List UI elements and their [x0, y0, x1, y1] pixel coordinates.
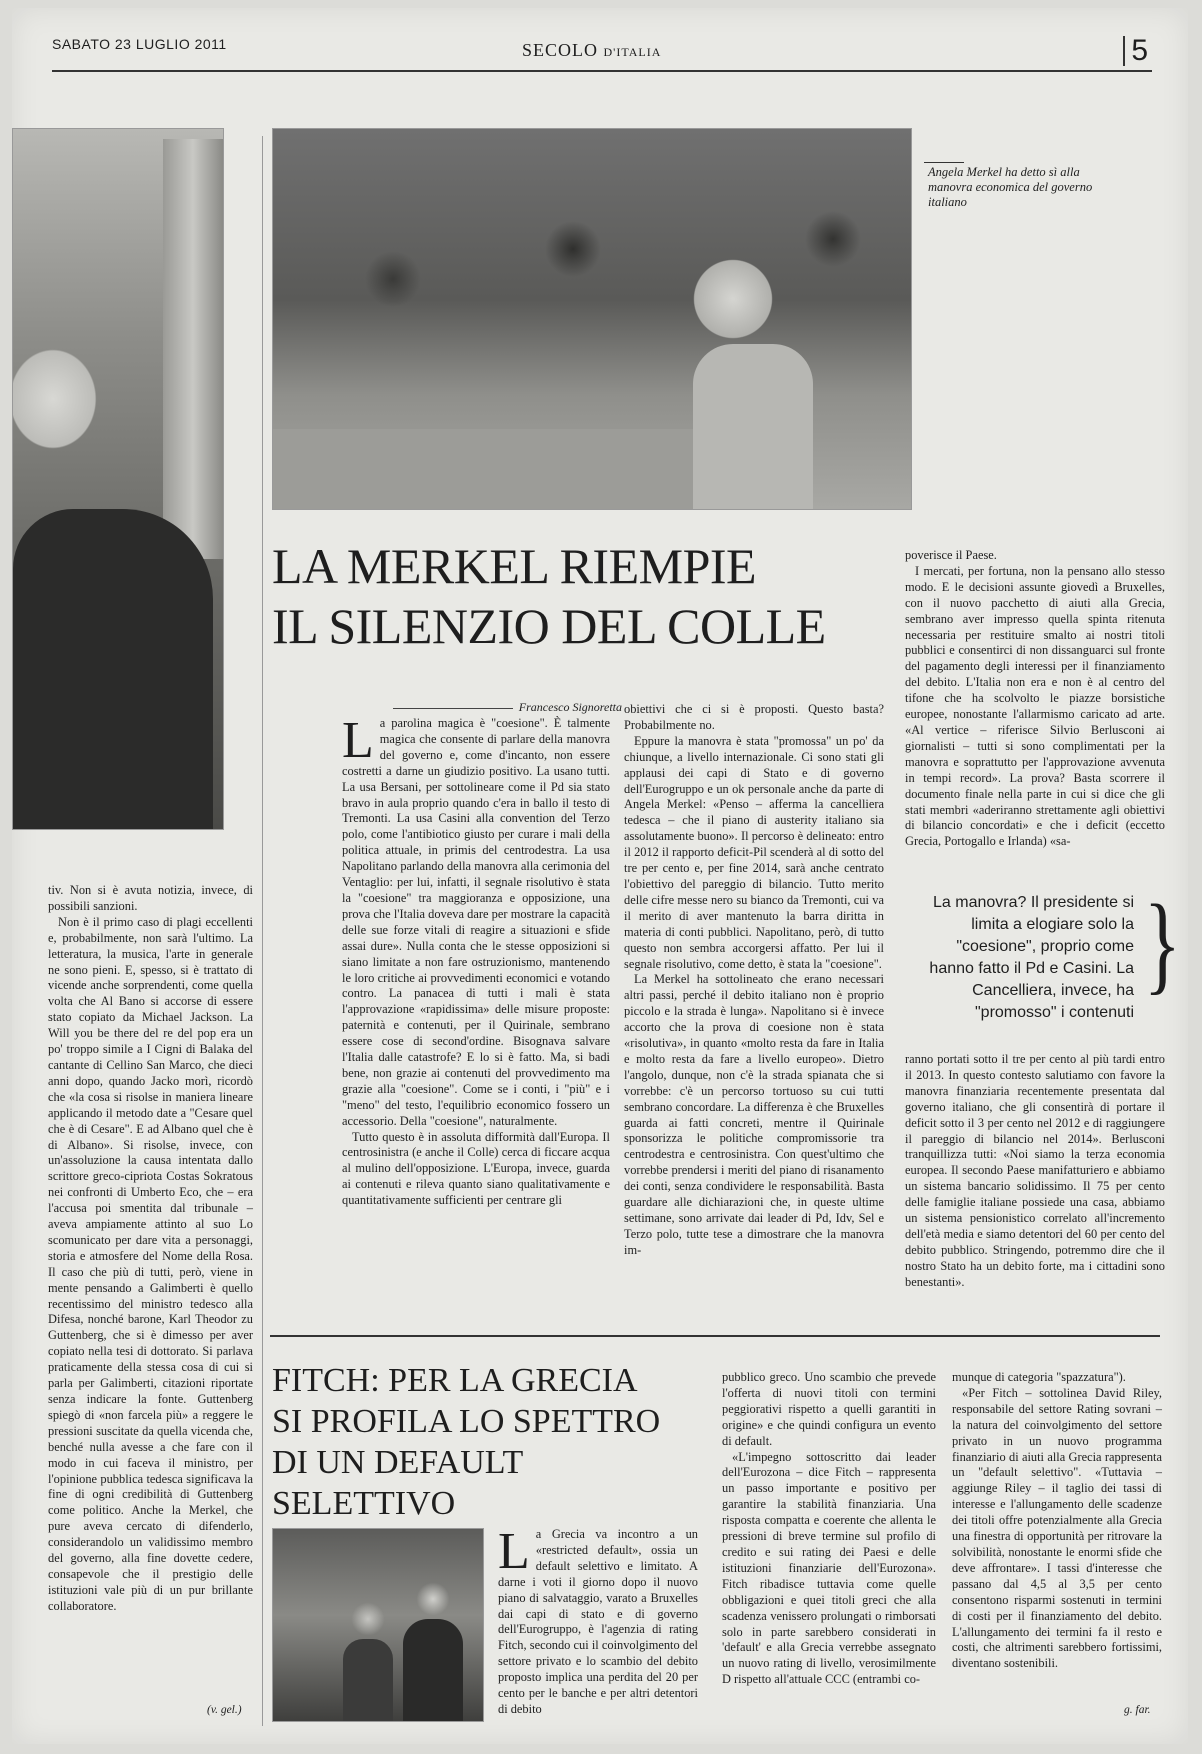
article1-column-3-continued: [905, 1052, 1165, 1291]
headline-line2: IL SILENZIO DEL COLLE: [272, 598, 826, 654]
newspaper-page: [12, 8, 1188, 1744]
article1-column-3: [905, 548, 1165, 850]
paragraph: munque di categoria "spazzatura").: [952, 1370, 1126, 1384]
article2-column-2: [722, 1370, 936, 1688]
paragraph: pubblico greco. Uno scambio che prevede l'offerta di nuovi titoli con termini peggiorativi rispetto a quelli garantiti in origine» e che quindi configura un evento di default.: [722, 1370, 936, 1448]
main-photo-barrier: [273, 429, 693, 509]
sidebar-signoff: (v. gel.): [207, 1704, 242, 1716]
article2-column-3: [952, 1370, 1162, 1672]
photo-caption: Angela Merkel ha detto sì alla manovra economica del governo italiano: [928, 178, 1103, 210]
headline-line1: FITCH: PER LA GRECIA: [272, 1362, 638, 1399]
main-photo-figure: [693, 344, 813, 509]
column-divider: [262, 136, 263, 1726]
article2-column-1: [498, 1523, 698, 1718]
paragraph: tiv. Non si è avuta notizia, invece, di possibili sanzioni.: [48, 883, 253, 913]
dropcap: L: [498, 1523, 530, 1580]
article2-photo: [272, 1528, 484, 1722]
paragraph: «L'impegno sottoscritto dai leader dell'Eurozona – dice Fitch – rappresenta un passo importante e positivo per garantire la stabilità finanziaria. Una risposta compatta e coerente che allenta le pressioni di breve termine sul profilo di credito e sui rating dei Paesi e delle istituzioni finanziarie dell'Eurozona». Fitch ribadisce tuttavia come quelle obbligazioni e quei titoli greci che alla scadenza venissero prolungati o rimborsati solo in parte sarebbero considerati in 'default' e alla Grecia verrebbe assegnato un nuovo rating di livello, verosimilmente D rispetto all'attuale CCC (entrambi co-: [722, 1449, 936, 1687]
byline: [342, 700, 622, 715]
article2-headline: [272, 1360, 712, 1524]
paragraph-text: a parolina magica è "coesione". È talmente magica che consente di parlare della manovra del governo e, come d'incanto, non essere costretti a darne un giudizio positivo. La usano tutti. La usa Bersani, per sottolineare come il Pd sia stato bravo in aula proprio quando c'era in ballo il testo di Tremonti. La usa Casini alla convention del Terzo polo, come l'antibiotico giusto per curare i mali della politica attuale, in primis del centrodestra. La usa Napolitano parlando della manovra alla cerimonia del Ventaglio: per lui, infatti, il segnale risolutivo è stata la "coesione" tra maggioranza e opposizione, una prova che l'Italia doveva dare per mostrare la capacità delle sue forze vitali di reagire a situazioni e sfide assai dure». Nulla conta che le stesse opposizioni si siano limitate a non fare ostruzionismo, mantenendo le loro critiche ai provvedimenti economici e votando contro. La panacea di tutti i mali è stata l'approvazione «rapidissima» delle misure proposte: paternità e contenuti, per il Quirinale, sembrano essere cose di second'ordine. Bisognava salvare l'Italia dalle catastrofe? E lo si è fatto. Ma, si badi bene, non grazie ai contenuti del provvedimento ma grazie alla "coesione". Come se i conti, i "più" e i "meno" del testo, l'equilibrio economico fossero un accessorio. Della "coesione", naturalmente.: [342, 716, 610, 1128]
paragraph: Eppure la manovra è stata "promossa" un po' da chiunque, a livello internazionale. Ci sono stati gli applausi dei capi di Stato e di governo dell'Eurogruppo e un ok personale anche da parte di Angela Merkel: «Penso – afferma la cancelliera tedesca – che il piano di austerity italiano sia assolutamente buono». Il percorso è delineato: entro il 2012 il rapporto deficit-Pil scenderà al di sotto del tre per cento e, per fine 2014, sarà anche centrato l'obiettivo del pareggio di bilancio. Tutto merito delle cifre messe nero su bianco da Tremonti, cui va il merito di aver mantenuto la barra diritta in materia di conti pubblici. Napolitano, però, di tutto questo non sembra accorgersi affatto. Per lui il segnale risolutivo, come detto, è stata la "coesione".: [624, 733, 884, 971]
left-photo: [12, 128, 224, 830]
left-photo-flag: [163, 139, 223, 559]
headline-line3: DI UN DEFAULT SELETTIVO: [272, 1444, 523, 1522]
issue-date: SABATO 23 LUGLIO 2011: [52, 36, 227, 52]
newspaper-name: [522, 40, 661, 61]
main-photo: [272, 128, 912, 510]
headline-line2: SI PROFILA LO SPETTRO: [272, 1403, 661, 1440]
headline-line1: LA MERKEL RIEMPIE: [272, 538, 757, 594]
paragraph: ranno portati sotto il tre per cento al più tardi entro il 2013. In questo contesto salutiamo con favore la manovra finanziaria recentemente presentata dal governo italiano, che gli consentirà di portare il deficit sotto il 3 per cento nel 2012 e di raggiungere il pareggio di bilancio nel 2014». Berlusconi tranquillizza tutti: «Noi siamo la terza economia europea. Il secondo Paese manifatturiero e abbiamo un sistema bancario solidissimo. Il 75 per cento delle famiglie italiane possiede una casa, abbiamo un sistema pensionistico correlato all'incremento dell'età media e siamo detentori del 60 per cento del debito pubblico. Stringendo, potremmo dire che il nostro Stato ha un debito forte, ma i cittadini sono benestanti».: [905, 1052, 1165, 1289]
paragraph: I mercati, per fortuna, non la pensano allo stesso modo. E le decisioni assunte giovedì a Bruxelles, con il nuovo pacchetto di aiuti alla Grecia, sembrano aver impresso quella spinta ritenuta necessaria per restituire smalto ai nostri titoli pubblici e consentirci di non dissanguarci sul fronte del pagamento degli interessi per il finanziamento del debito. L'Italia non era e non è al centro del tifone che ha scolvolto le piazze borsistiche europee, nonostante l'allarmismo caricato ad arte. «Al vertice – riferisce Silvio Berlusconi ai giornalisti – tutti si sono complimentati per la manovra e soprattutto per l'approvazione avvenuta in tempi record». La prova? Basta scorrere il documento finale nella parte in cui si dice che gli stati membri «aderiranno strettamente agli obiettivi di bilancio concordati» e che i deficit (eccetto Grecia, Portogallo e Irlanda) «sa-: [905, 563, 1165, 849]
brace-icon: }: [1143, 882, 1181, 1004]
sidebar-column: [48, 883, 253, 1615]
paragraph: [342, 712, 610, 1130]
dropcap: L: [342, 712, 374, 769]
paragraph: [498, 1523, 698, 1718]
section-divider: [270, 1335, 1160, 1337]
paragraph: «Per Fitch – sottolinea David Riley, responsabile del settore Rating sovrani – la natura del coinvolgimento del settore privato in un nuovo programma finanziario di aiuti alla Grecia rappresenta un "default selettivo". «Tuttavia – aggiunge Riley – il taglio dei tassi di interesse e l'allungamento delle scadenze dei titoli offre potenzialmente alla Grecia una finestra di opportunità per ritrovare la solvibilità, nonostante le enormi sfide che deve affrontare». I tassi d'interesse che passano dal 4,5 al 3,5 per cento consentono risparmi sostenuti in termini di costi per il finanziamento del debito. L'allungamento dei termini fa il resto e costi, che altrimenti sarebbero fortissimi, diventano sostenibili.: [952, 1385, 1162, 1671]
article1-headline: [272, 536, 892, 656]
article1-column-2: [624, 702, 884, 1259]
page-number: 5: [1123, 36, 1148, 66]
article2-photo-figure: [403, 1619, 463, 1721]
newspaper-name-main: SECOLO: [522, 40, 599, 60]
paragraph: La Merkel ha sottolineato che erano necessari altri passi, perché il debito italiano non è proprio piccolo e la strada è lunga». Napolitano si è invece accorto che la prova di coesione non è stata «risolutiva», in quanto «molto resta da fare in Italia e molto resta da fare a livello europeo». Dietro l'angolo, dunque, non c'è la strada spianata che si vorrebbe: c'è un percorso tortuoso su cui tutti sembrano concordare. La differenza è che Bruxelles guarda ai fatti concreti, mentre il Quirinale sponsorizza le politiche compromissorie tra centrodestra e centrosinistra. Con quest'ultimo che vorrebbe prendersi i meriti del piano di risanamento dei conti, senza condividere le responsabilità. Basta guardare alle dichiarazioni che, in queste ultime settimane, sono arrivate dai leader di Pd, Idv, Sel e Terzo polo, tutte tese a dimostrare che la manovra im-: [624, 972, 884, 1257]
byline-author: Francesco Signoretta: [518, 700, 622, 714]
paragraph: obiettivi che ci si è proposti. Questo basta? Probabilmente no.: [624, 702, 884, 732]
paragraph: poverisce il Paese.: [905, 548, 997, 562]
left-photo-figure: [13, 509, 213, 829]
article1-column-1: [342, 712, 610, 1209]
paragraph-text: a Grecia va incontro a un «restricted default», ossia un default selettivo e limitato. A darne i voti il giorno dopo il nuovo piano di salvataggio, varato a Bruxelles dai capi di stato e di governo dell'Eurogruppo, è l'agenzia di rating Fitch, secondo cui il coinvolgimento del settore privato e lo scambio del debito proposto implica una perdita del 20 per cento per le banche e per altri detentori di debito: [498, 1527, 698, 1716]
paragraph: Tutto questo è in assoluta difformità dall'Europa. Il centrosinistra (e anche il Colle) cerca di ficcare acqua al mulino dell'opposizione. L'Europa, invece, guarda ai contenuti e rileva quanto siano qualitativamente e quantitativamente sufficienti per centrare gli: [342, 1129, 610, 1208]
paragraph: Non è il primo caso di plagi eccellenti e, probabilmente, non sarà l'ultimo. La letteratura, la musica, l'arte in generale ne sono pieni. E, spesso, si è trattato di vicende anche sorprendenti, come quella volta che Al Bano si accorse di essere stato copiato da Michael Jackson. La Will you be there del re del pop era un po' troppo simile a I Cigni di Balaka del cantante di Cellino San Marco, che dieci anni dopo, quando Jacko morì, ricordò che «la cosa si risolse in maniera lineare applicando il metodo date a "Cesare quel che è di Cesare". E ad Albano quel che è di Albano». Si risolse, invece, con un'assoluzione la causa intentata dallo scrittore greco-cipriota Costas Sokratous nei confronti di Umberto Eco, che – era l'accusa poi smentita dal tribunale – aveva ampiamente attinto al suo Lo scomunicato per dare vita a personaggi, storia e atmosfere del Nome della Rosa. Il caso che più di tutti, però, viene in mente pensando a Galimberti è quello recentissimo del ministro tedesco alla Difesa, nonché barone, Karl Theodor zu Guttenberg, che si è dimesso per aver copiato nella tesi di dottorato. Si parlava praticamente della stessa cosa di cui si parla per Galimberti, citazioni riportate senza indicare la fonte. Guttenberg spiegò di «non farcela più» a reggere le pressioni suscitate da quella vicenda che, benché nulla avesse a che fare con il modo in cui faceva il ministro, per l'opinione pubblica tedesca significava la fine di ogni credibilità di Guttenberg come politico. Anche la Merkel, che pure aveva cercato di difenderlo, considerandolo un validissimo membro del governo, alla fine dovette cedere, consapevole che il prestigio delle istituzioni vale più di un pur brillante collaboratore.: [48, 914, 253, 1613]
masthead: [52, 36, 1152, 72]
article2-photo-figure: [343, 1639, 393, 1721]
article2-signoff: g. far.: [1124, 1704, 1151, 1716]
pull-quote: La manovra? Il presidente si limita a elogiare solo la "coesione", proprio come hanno fatto il Pd e Casini. La Cancelliera, invece, ha "promosso" i contenuti: [929, 894, 1134, 1021]
newspaper-name-small: D'ITALIA: [603, 45, 662, 59]
